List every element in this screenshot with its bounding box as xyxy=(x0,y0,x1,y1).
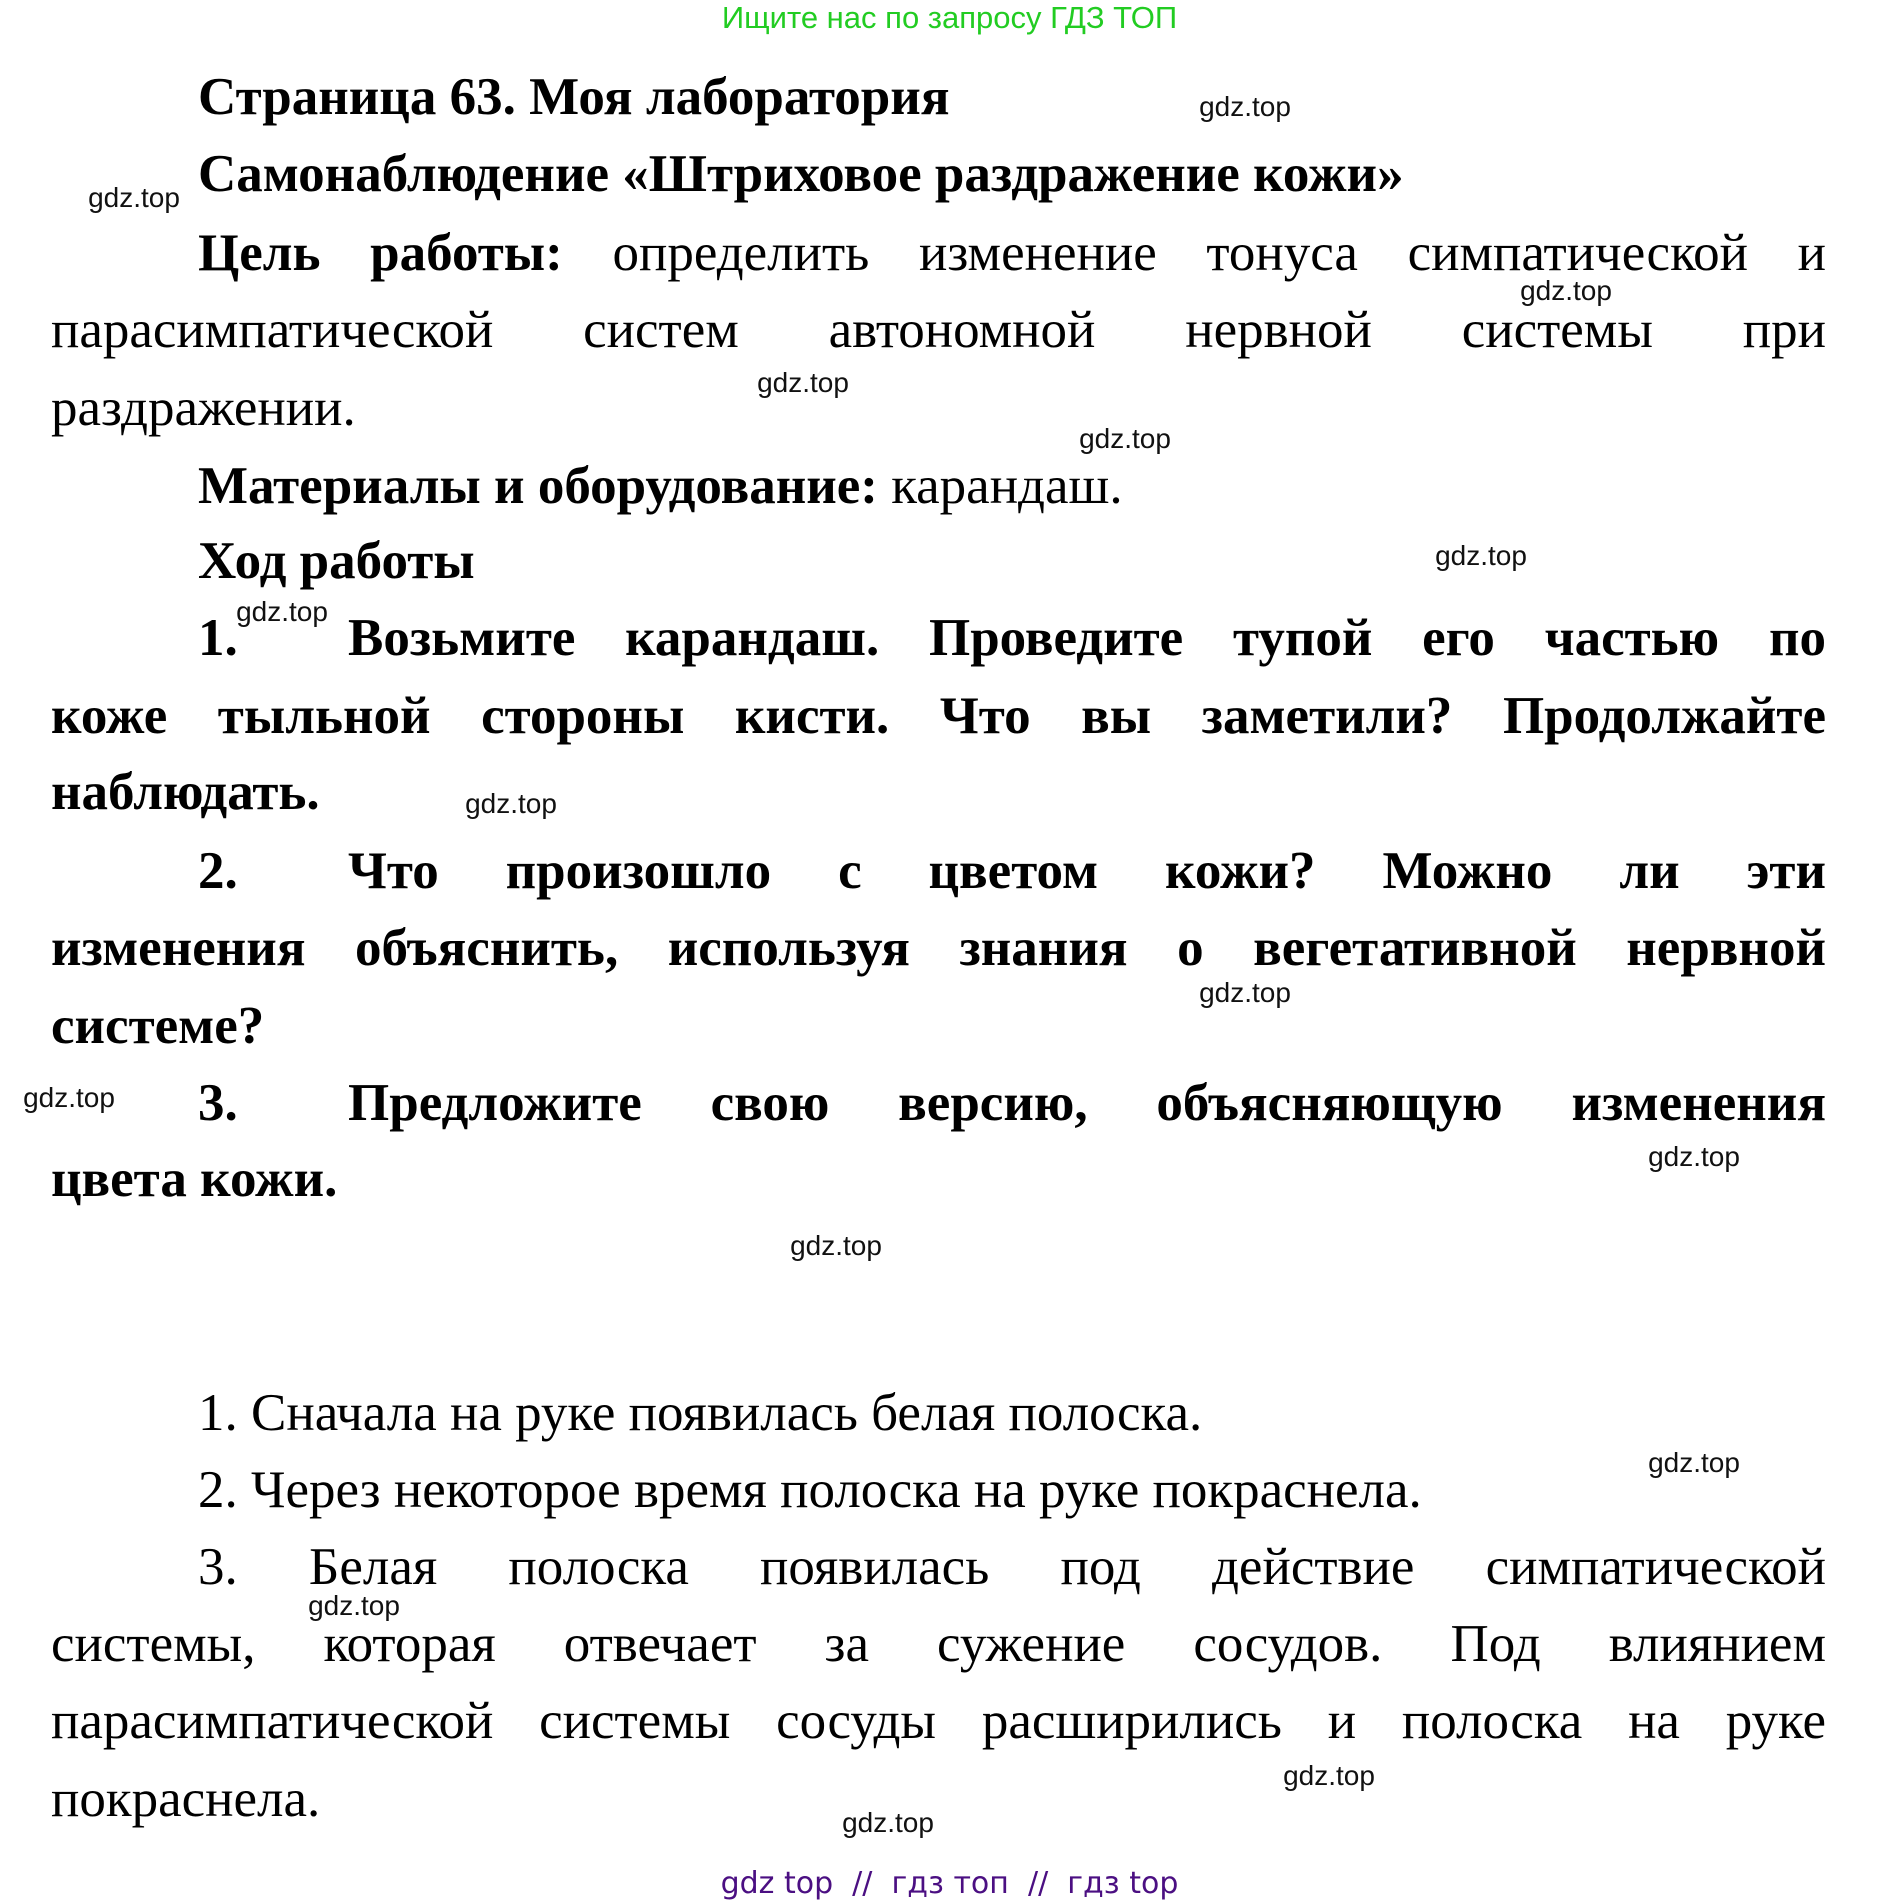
answer-3-line-1: 3. Белая полоска появилась под действие симпатической xyxy=(198,1538,1826,1596)
watermark: gdz.top xyxy=(236,596,328,627)
watermark: gdz.top xyxy=(1079,423,1171,454)
step-1-text-1: Возьмите карандаш. Проведите тупой его частью по xyxy=(348,609,1826,667)
watermark: gdz.top xyxy=(1199,977,1291,1008)
step-1-line-2: коже тыльной стороны кисти. Что вы заметили? Продолжайте xyxy=(51,687,1826,745)
goal-line-2: парасимпатической систем автономной нервной системы при xyxy=(51,301,1826,359)
page-title: Страница 63. Моя лаборатория xyxy=(198,68,950,126)
step-3-number: 3. xyxy=(198,1074,238,1132)
answer-3-line-2: системы, которая отвечает за сужение сосудов. Под влиянием xyxy=(51,1615,1826,1673)
watermark: gdz.top xyxy=(308,1590,400,1621)
top-banner: Ищите нас по запросу ГДЗ ТОП xyxy=(721,0,1178,35)
footer-links: gdz top // гдз топ // гдз top xyxy=(720,1866,1179,1901)
goal-label: Цель работы: xyxy=(198,224,563,282)
materials-value: карандаш. xyxy=(891,457,1123,515)
watermark: gdz.top xyxy=(790,1230,882,1261)
step-2-text-1: Что произошло с цветом кожи? Можно ли эти xyxy=(348,842,1826,900)
watermark: gdz.top xyxy=(1435,540,1527,571)
page-subtitle: Самонаблюдение «Штриховое раздражение кожи» xyxy=(198,145,1404,203)
watermark: gdz.top xyxy=(1648,1447,1740,1478)
watermark: gdz.top xyxy=(1648,1141,1740,1172)
goal-text-1: определить изменение тонуса симпатической и xyxy=(612,224,1827,282)
watermark: gdz.top xyxy=(88,182,180,213)
answer-3-line-3: парасимпатической системы сосуды расширились и полоска на руке xyxy=(51,1692,1826,1750)
step-2-line-3: системе? xyxy=(51,997,265,1055)
materials-line xyxy=(198,454,1826,518)
watermark: gdz.top xyxy=(1283,1760,1375,1791)
step-1-number: 1. xyxy=(198,609,238,667)
step-2-line-1 xyxy=(198,839,1826,903)
goal-line-3: раздражении. xyxy=(51,379,356,437)
answer-3-line-4: покраснела. xyxy=(51,1770,321,1828)
step-2-number: 2. xyxy=(198,842,238,900)
watermark: gdz.top xyxy=(465,788,557,819)
watermark: gdz.top xyxy=(1199,91,1291,122)
step-1-line-1 xyxy=(198,606,1826,670)
step-1-line-3: наблюдать. xyxy=(51,763,320,821)
watermark: gdz.top xyxy=(1520,275,1612,306)
materials-label: Материалы и оборудование: xyxy=(198,457,878,515)
step-2-line-2: изменения объяснить, используя знания о вегетативной нервной xyxy=(51,919,1826,977)
watermark: gdz.top xyxy=(757,367,849,398)
answer-1: 1. Сначала на руке появилась белая полоска. xyxy=(198,1384,1203,1442)
step-3-text-1: Предложите свою версию, объясняющую изменения xyxy=(348,1074,1826,1132)
step-3-line-2: цвета кожи. xyxy=(51,1150,338,1208)
step-3-line-1 xyxy=(198,1071,1826,1135)
watermark: gdz.top xyxy=(23,1082,115,1113)
watermark: gdz.top xyxy=(842,1807,934,1838)
procedure-heading: Ход работы xyxy=(198,532,475,590)
answer-2: 2. Через некоторое время полоска на руке покраснела. xyxy=(198,1461,1422,1519)
